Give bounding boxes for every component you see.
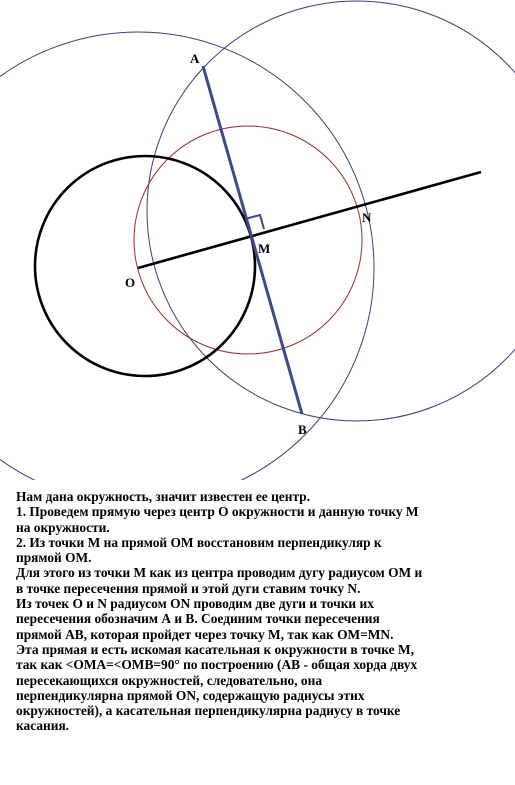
explanation-line: касания. bbox=[16, 718, 70, 734]
explanation-line: окружностей), а касательная перпендикулярна радиусу в точке bbox=[16, 703, 401, 719]
point-b-label: B bbox=[298, 422, 307, 437]
arc-circle-center-o bbox=[0, 32, 374, 480]
explanation-line: на окружности. bbox=[16, 519, 110, 535]
point-n-label: N bbox=[362, 210, 372, 225]
explanation-line: Нам дана окружность, значит известен ее центр. bbox=[16, 489, 310, 504]
explanation-line: Из точек О и N радиусом ОN проводим две дуги и точки их bbox=[16, 596, 374, 612]
arc-circle-center-n bbox=[147, 1, 515, 421]
explanation-line: прямой АВ, которая пройдет через точку М, так как ОМ=МN. bbox=[16, 626, 394, 642]
arc-circle-center-m bbox=[134, 126, 362, 354]
point-m-label: M bbox=[258, 241, 271, 256]
explanation-line: пересекающихся окружностей, следовательно, она bbox=[16, 672, 323, 688]
line-om bbox=[138, 172, 481, 268]
explanation-line: так как <ОМА=<ОМВ=90° по построению (АВ - общая хорда двух bbox=[16, 657, 418, 673]
point-a-label: A bbox=[190, 51, 200, 66]
explanation-line: перпендикулярна прямой ОN, содержащую радиусы этих bbox=[16, 687, 365, 703]
explanation-text bbox=[16, 489, 508, 734]
tangent-line-ab bbox=[203, 66, 302, 414]
explanation-line: 1. Проведем прямую через центр О окружности и данную точку М bbox=[16, 504, 419, 520]
explanation-line: пересечения обозначим А и В. Соединим точки пересечения bbox=[16, 611, 380, 627]
explanation-line: Для этого из точки М как из центра проводим дугу радиусом ОМ и bbox=[16, 565, 423, 581]
explanation-line: Эта прямая и есть искомая касательная к окружности в точке М, bbox=[16, 641, 414, 657]
explanation-line: 2. Из точки М на прямой ОМ восстановим перпендикуляр к bbox=[16, 534, 382, 550]
explanation-line: прямой ОМ. bbox=[16, 550, 92, 566]
point-o-label: O bbox=[125, 275, 136, 290]
explanation-line: в точке пересечения прямой и этой дуги ставим точку N. bbox=[16, 580, 361, 596]
